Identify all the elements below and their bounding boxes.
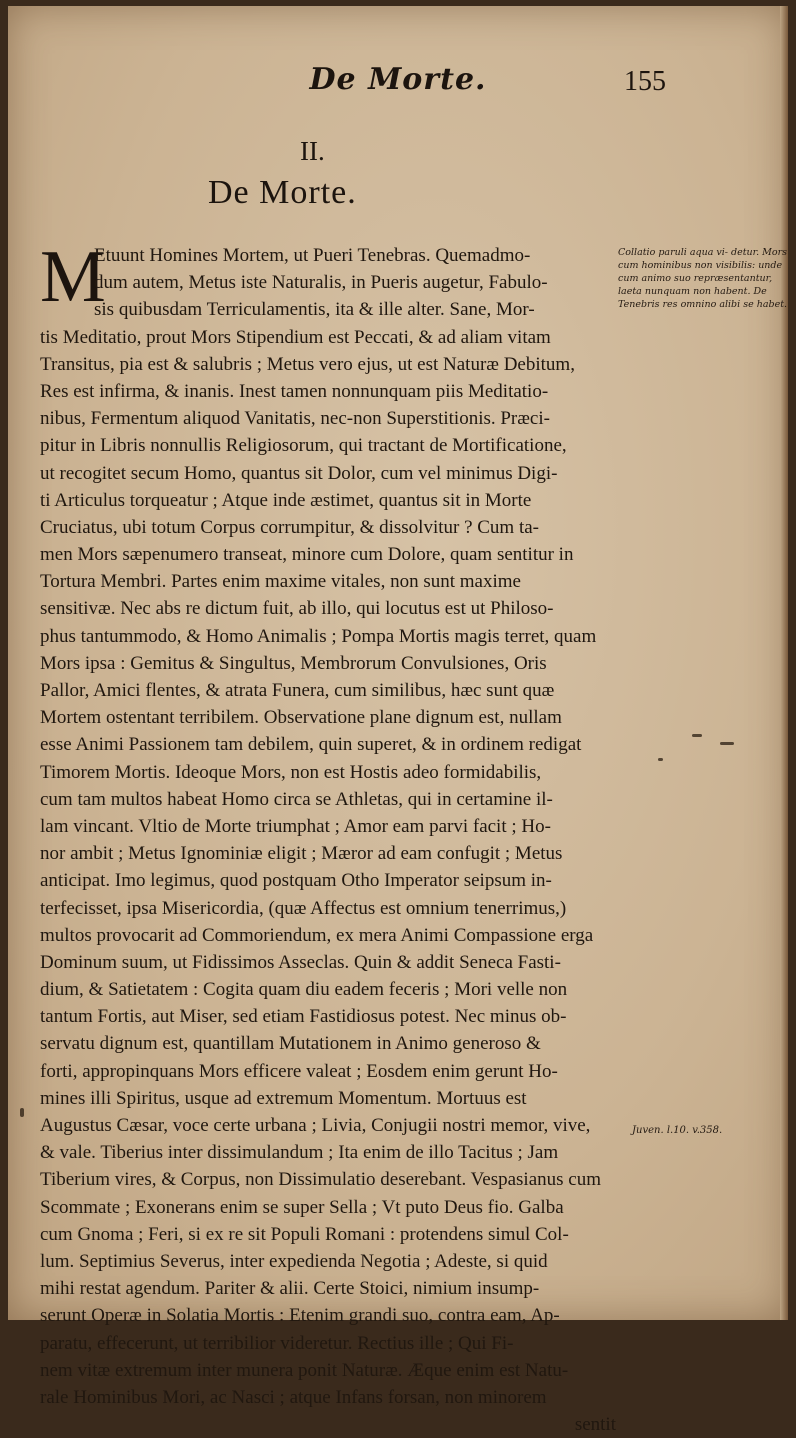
text-line: serunt Operæ in Solatia Mortis : Etenim grandi suo, contra eam, Ap-: [40, 1305, 560, 1327]
ink-mark: [20, 1108, 24, 1117]
text-line: terfecisset, ipsa Misericordia, (quæ Affectus est omnium tenerrimus,): [40, 897, 567, 919]
text-line: Etuunt Homines Mortem, ut Pueri Tenebras. Quemadmo-: [94, 245, 531, 266]
text-line: dium, & Satietatem : Cogita quam diu eadem feceris ; Mori velle non: [40, 979, 568, 1001]
text-line: dum autem, Metus iste Naturalis, in Pueris augetur, Fabulo-: [94, 272, 548, 294]
text-line: Timorem Mortis. Ideoque Mors, non est Hostis adeo formidabilis,: [40, 761, 542, 783]
text-line: Cruciatus, ubi totum Corpus corrumpitur, & dissolvitur ? Cum ta-: [40, 516, 540, 538]
text-line: cum tam multos habeat Homo circa se Athletas, qui in certamine il-: [40, 788, 553, 810]
text-line: Tiberium vires, & Corpus, non Dissimulatio deserebant. Vespasianus cum: [40, 1169, 601, 1191]
text-line: cum Gnoma ; Feri, si ex re sit Populi Romani : protendens simul Col-: [40, 1223, 569, 1245]
text-line: ut recogitet secum Homo, quantus sit Dolor, cum vel minimus Digi-: [40, 462, 558, 484]
text-line: nibus, Fermentum aliquod Vanitatis, nec-non Superstitionis. Præci-: [40, 408, 550, 430]
text-line: rale Hominibus Mori, ac Nasci ; atque Infans forsan, non minorem: [40, 1386, 547, 1408]
running-head: De Morte.: [309, 62, 487, 97]
page-edge: [780, 6, 788, 1320]
margin-note-top: Collatio paruli aqua vi- detur. Mors cum hominibus non visibilis: unde cum animo suo repræsentantur, laeta nunquam non habent. De Tenebris res omnino alibi se habet.: [618, 247, 788, 310]
text-line: anticipat. Imo legimus, quod postquam Otho Imperator seipsum in-: [40, 870, 552, 892]
text-line: Mortem ostentant terribilem. Observatione plane dignum est, nullam: [40, 707, 562, 729]
text-line: nor ambit ; Metus Ignominiæ eligit ; Mæror ad eam confugit ; Metus: [40, 843, 563, 865]
ink-mark: [692, 734, 702, 737]
ink-mark: [720, 742, 734, 745]
text-line: ti Articulus torqueatur ; Atque inde æstimet, quantus sit in Morte: [40, 489, 532, 511]
text-line: Scommate ; Exonerans enim se super Sella ; Vt puto Deus fio. Galba: [40, 1196, 564, 1218]
text-line: men Mors sæpenumero transeat, minore cum Dolore, quam sentitur in: [40, 544, 574, 566]
text-line: Pallor, Amici flentes, & atrata Funera, cum similibus, hæc sunt quæ: [40, 680, 555, 701]
text-line: lam vincant. Vltio de Morte triumphat ; Amor eam parvi facit ; Ho-: [40, 815, 551, 837]
text-line: forti, appropinquans Mors efficere valeat ; Eosdem enim gerunt Ho-: [40, 1060, 558, 1082]
text-line: nem vitæ extremum inter munera ponit Naturæ. Æque enim est Natu-: [40, 1359, 569, 1381]
section-title: De Morte.: [208, 174, 357, 211]
text-line: mihi restat agendum. Pariter & alii. Certe Stoici, nimium insump-: [40, 1278, 540, 1300]
book-page: [8, 6, 788, 1436]
text-line: sis quibusdam Terriculamentis, ita & ille alter. Sane, Mor-: [94, 299, 535, 321]
body-text: [40, 236, 620, 1438]
text-line: pitur in Libris nonnullis Religiosorum, qui tractant de Mortificatione,: [40, 435, 567, 457]
text-line: mines illi Spiritus, usque ad extremum Momentum. Mortuus est: [40, 1087, 527, 1109]
text-line: Tortura Membri. Partes enim maxime vitales, non sunt maxime: [40, 571, 521, 593]
text-line: lum. Septimius Severus, inter expedienda Negotia ; Adeste, si quid: [40, 1250, 548, 1272]
text-line: esse Animi Passionem tam debilem, quin superet, & in ordinem redigat: [40, 734, 582, 756]
text-line: multos provocarit ad Commoriendum, ex mera Animi Compassione erga: [40, 924, 594, 946]
section-number: II.: [300, 136, 325, 166]
text-line: paratu, effecerunt, ut terribilior videretur. Rectius ille ; Qui Fi-: [40, 1332, 514, 1354]
text-line: Transitus, pia est & salubris ; Metus vero ejus, ut est Naturæ Debitum,: [40, 353, 575, 375]
text-line: tis Meditatio, prout Mors Stipendium est Peccati, & ad aliam vitam: [40, 326, 551, 348]
text-line: Mors ipsa : Gemitus & Singultus, Membrorum Convulsiones, Oris: [40, 652, 547, 674]
text-line: Augustus Cæsar, voce certe urbana ; Livia, Conjugii nostri memor, vive,: [40, 1115, 591, 1136]
text-line: tantum Fortis, aut Miser, sed etiam Fastidiosus potest. Nec minus ob-: [40, 1006, 567, 1028]
catchword: sentit: [574, 1414, 616, 1436]
text-line: sensitivæ. Nec abs re dictum fuit, ab illo, qui locutus est ut Philoso-: [40, 598, 554, 620]
text-line: phus tantummodo, & Homo Animalis ; Pompa Mortis magis terret, quam: [40, 625, 597, 647]
drop-cap: M: [40, 236, 106, 318]
text-line: & vale. Tiberius inter dissimulandum ; Ita enim de illo Tacitus ; Jam: [40, 1142, 559, 1164]
text-line: Res est infirma, & inanis. Inest tamen nonnunquam piis Meditatio-: [40, 380, 549, 402]
ink-mark: [658, 758, 663, 761]
text-line: servatu dignum est, quantillam Mutationem in Animo generoso &: [40, 1033, 541, 1055]
margin-note-bottom: Juven. l.10. v.358.: [632, 1125, 723, 1136]
page-number: 155: [624, 66, 666, 97]
text-line: Dominum suum, ut Fidissimos Asseclas. Quin & addit Seneca Fasti-: [40, 951, 561, 973]
